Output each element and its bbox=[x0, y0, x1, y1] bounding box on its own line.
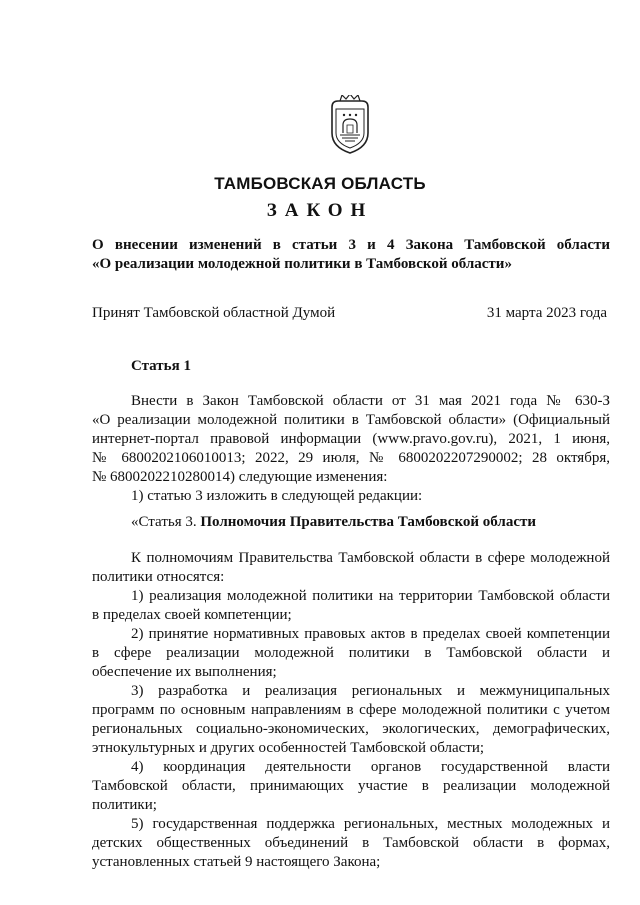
article-1-item-1: 1) статью 3 изложить в следующей редакции: bbox=[131, 488, 423, 504]
article-1-intro: Внести в Закон Тамбовской области от 31 мая 2021 года № 630-З «О реализации молодежной политики в Тамбовской области» (Официальный интернет-портал правовой информации (www.pravo.gov.ru), 2021, 1 июня, № 6800202106010013; 2022, 29 июля, № 6800202207290002; 28 октября, № 6800202210280014) следующие изменения: 1) статью 3 изложить в следующей редакции: bbox=[92, 393, 610, 504]
document-type: ЗАКОН bbox=[266, 200, 374, 221]
list-item: 5) государственная поддержка региональных, местных молодежных и bbox=[131, 816, 610, 832]
article-1-heading: Статья 1 bbox=[131, 358, 191, 374]
coat-of-arms-icon bbox=[326, 95, 374, 157]
adoption-line bbox=[92, 305, 607, 322]
article-3-body: К полномочиям Правительства Тамбовской области в сфере молодежной политики относятся: 1) реализация молодежной политики на территории Тамбовской области в пределах своей компетенции; 2) принятие нормативных правовых актов в пределах своей компетенции в сфере реализации молодежной политики в Тамбовской области и обеспечение их выполнения; 3) разработка и реализация региональных и межмуниципальных программ по основным направлениям в сфере молодежной политики с учетом региональных социально-экономических, экологических, демографических, этнокультурных и других особенностей Тамбовской области; 4) координация деятельности органов государственной власти Тамбовской области, принимающих участие в реализации молодежной политики; 5) государственная поддержка региональных, местных молодежных и детских общественных объединений в Тамбовской области в формах, установленных статьей 9 настоящего Закона; bbox=[92, 550, 610, 870]
article-3-heading: «Статья 3. Полномочия Правительства Тамбовской области bbox=[131, 514, 536, 530]
list-item: 4) координация деятельности органов государственной власти bbox=[131, 759, 610, 775]
law-title: О внесении изменений в статьи 3 и 4 Закона Тамбовской области «О реализации молодежной политики в Тамбовской области» bbox=[92, 237, 610, 272]
adoption-body: Принят Тамбовской областной Думой bbox=[92, 305, 336, 321]
region-title: ТАМБОВСКАЯ ОБЛАСТЬ bbox=[214, 174, 426, 193]
list-item: 1) реализация молодежной политики на территории Тамбовской области bbox=[131, 588, 610, 604]
list-item: 3) разработка и реализация региональных и межмуниципальных bbox=[131, 683, 610, 699]
adoption-date: 31 марта 2023 года bbox=[486, 305, 607, 321]
list-item: 2) принятие нормативных правовых актов в пределах своей компетенции bbox=[131, 626, 610, 642]
